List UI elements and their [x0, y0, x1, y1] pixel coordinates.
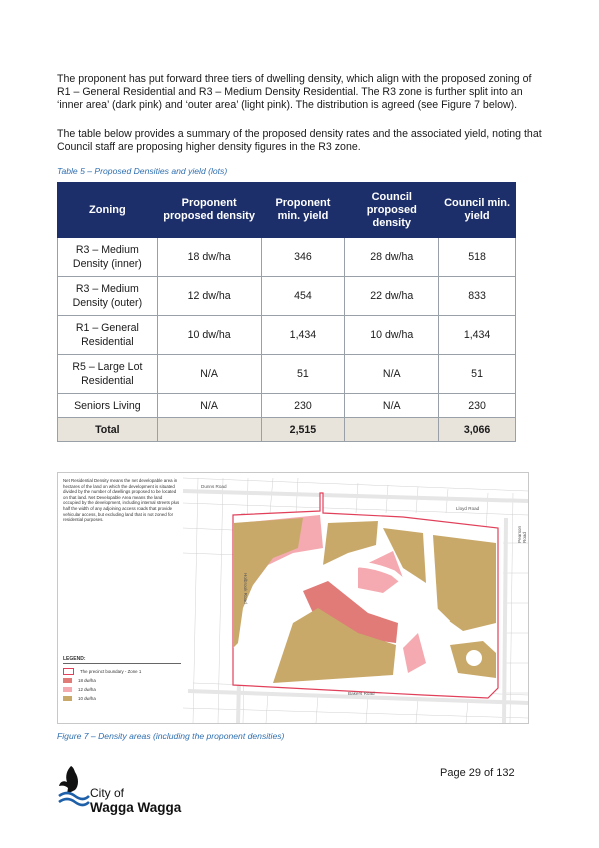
cell-council-density: N/A	[345, 394, 439, 418]
cell-zoning: R3 – Medium Density (outer)	[58, 277, 158, 316]
density-map	[57, 472, 529, 724]
cell-proponent-density: 10 dw/ha	[157, 316, 261, 355]
total-council-yield: 3,066	[439, 418, 516, 442]
legend-item	[63, 667, 181, 676]
legend-swatch-10	[63, 696, 72, 701]
table-row	[58, 394, 516, 418]
header-council-density: Council proposed density	[345, 183, 439, 238]
logo-line-2: Wagga Wagga	[90, 800, 182, 815]
cell-council-density: 10 dw/ha	[345, 316, 439, 355]
density-table	[57, 182, 516, 442]
table-caption: Table 5 – Proposed Densities and yield (lots)	[57, 166, 228, 176]
cell-council-yield: 833	[439, 277, 516, 316]
legend-label: 18 dw/ha	[78, 678, 96, 683]
legend-item	[63, 676, 181, 685]
header-council-yield: Council min. yield	[439, 183, 516, 238]
table-row	[58, 316, 516, 355]
cell-council-yield: 518	[439, 238, 516, 277]
crow-icon	[57, 764, 91, 808]
summary-paragraph: The table below provides a summary of the proposed density rates and the associated yield, noting that Council staff are proposing higher density figures in the R3 zone.	[57, 128, 542, 154]
total-empty	[157, 418, 261, 442]
cell-proponent-yield: 230	[261, 394, 345, 418]
total-proponent-yield: 2,515	[261, 418, 345, 442]
cell-proponent-yield: 346	[261, 238, 345, 277]
cell-council-yield: 1,434	[439, 316, 516, 355]
cell-proponent-density: N/A	[157, 394, 261, 418]
cell-proponent-density: 18 dw/ha	[157, 238, 261, 277]
road-label: Pearson Road	[517, 525, 527, 543]
table-total-row	[58, 418, 516, 442]
cell-proponent-density: N/A	[157, 355, 261, 394]
road-label: Holbrook Road	[243, 573, 248, 604]
legend-label: 12 dw/ha	[78, 687, 96, 692]
cell-council-density: N/A	[345, 355, 439, 394]
table-row	[58, 355, 516, 394]
road-label: Dunns Road	[201, 484, 227, 489]
legend-label: 10 dw/ha	[78, 696, 96, 701]
cell-council-yield: 230	[439, 394, 516, 418]
legend-item	[63, 694, 181, 703]
logo-line-1: City of	[90, 786, 125, 800]
cell-proponent-yield: 454	[261, 277, 345, 316]
table-row	[58, 238, 516, 277]
road-label: Bakers Road	[348, 691, 375, 696]
figure-caption: Figure 7 – Density areas (including the proponent densities)	[57, 731, 285, 741]
cell-proponent-yield: 51	[261, 355, 345, 394]
total-empty	[345, 418, 439, 442]
cell-zoning: Seniors Living	[58, 394, 158, 418]
cell-proponent-density: 12 dw/ha	[157, 277, 261, 316]
legend-swatch-boundary	[63, 668, 74, 675]
cell-zoning: R1 – General Residential	[58, 316, 158, 355]
cell-council-density: 22 dw/ha	[345, 277, 439, 316]
map-note: Net Residential Density means the net developable area in hectares of the land on which the development is situated divided by the number of dwellings proposed to be located on that land. Net Developable Area means the land occupied by the development, including internal streets plus half the width of any adjoining access roads that provide vehicular access, but excluding land that is not zoned for residential purposes.	[63, 478, 180, 523]
map-legend	[63, 656, 181, 703]
header-proponent-density: Proponent proposed density	[157, 183, 261, 238]
council-logo	[57, 762, 197, 822]
cell-zoning: R3 – Medium Density (inner)	[58, 238, 158, 277]
header-proponent-yield: Proponent min. yield	[261, 183, 345, 238]
page-number: Page 29 of 132	[440, 767, 515, 779]
total-label: Total	[58, 418, 158, 442]
legend-title: LEGEND:	[63, 656, 181, 664]
intro-paragraph: The proponent has put forward three tiers of dwelling density, which align with the proposed zoning of R1 – General Residential and R3 – Medium Density Residential. The R3 zone is further split into an ‘inner area’ (dark pink) and ‘outer area’ (light pink). The distribution is agreed (see Figure 7 below).	[57, 73, 532, 112]
legend-label: The precinct boundary - Zone 1	[80, 669, 142, 674]
legend-swatch-18	[63, 678, 72, 683]
cell-zoning: R5 – Large Lot Residential	[58, 355, 158, 394]
cell-proponent-yield: 1,434	[261, 316, 345, 355]
table-header-row	[58, 183, 516, 238]
legend-swatch-12	[63, 687, 72, 692]
road-label: Lloyd Road	[456, 506, 480, 511]
cell-council-yield: 51	[439, 355, 516, 394]
header-zoning: Zoning	[58, 183, 158, 238]
cell-council-density: 28 dw/ha	[345, 238, 439, 277]
table-row	[58, 277, 516, 316]
legend-item	[63, 685, 181, 694]
